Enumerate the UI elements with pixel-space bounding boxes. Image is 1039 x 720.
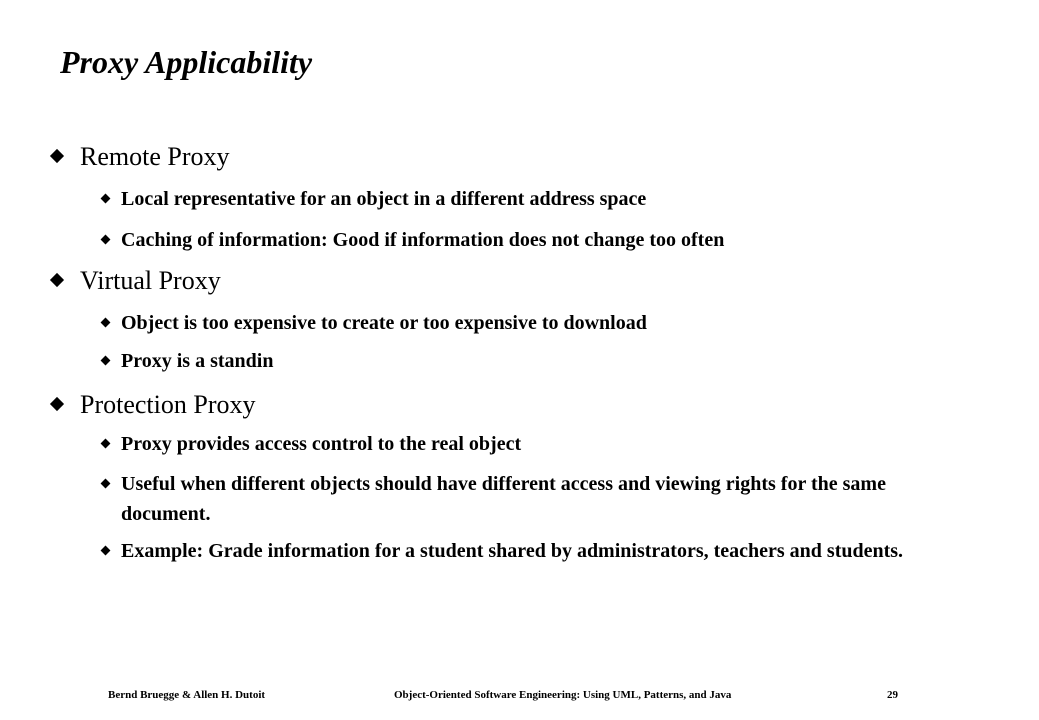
diamond-bullet-icon xyxy=(50,397,64,411)
bullet-text: Object is too expensive to create or too expensive to download xyxy=(121,312,647,334)
small-diamond-bullet-icon xyxy=(101,194,111,204)
bullet-item xyxy=(102,469,932,529)
slide-title: Proxy Applicability xyxy=(60,44,313,80)
section-heading: Virtual Proxy xyxy=(80,266,221,295)
bullet-item xyxy=(102,429,932,459)
bullet-text: Local representative for an object in a different address space xyxy=(121,188,647,210)
section-heading: Protection Proxy xyxy=(80,390,256,419)
section-heading: Remote Proxy xyxy=(80,142,230,171)
small-diamond-bullet-icon xyxy=(101,235,111,245)
bullet-text: Proxy provides access control to the real object xyxy=(121,433,522,455)
footer-page-number: 29 xyxy=(887,689,898,701)
bullet-text: Useful when different objects should have different access and viewing rights for the same document. xyxy=(121,473,886,525)
bullet-text: Caching of information: Good if information does not change too often xyxy=(121,229,725,251)
bullet-item xyxy=(102,346,932,376)
footer-book-title: Object-Oriented Software Engineering: Using UML, Patterns, and Java xyxy=(394,689,732,701)
small-diamond-bullet-icon xyxy=(101,439,111,449)
diamond-bullet-icon xyxy=(50,273,64,287)
diamond-bullet-icon xyxy=(50,149,64,163)
small-diamond-bullet-icon xyxy=(101,546,111,556)
footer-authors: Bernd Bruegge & Allen H. Dutoit xyxy=(108,689,266,701)
bullet-item xyxy=(102,308,932,338)
small-diamond-bullet-icon xyxy=(101,479,111,489)
small-diamond-bullet-icon xyxy=(101,318,111,328)
bullet-item xyxy=(102,184,932,214)
bullet-text: Proxy is a standin xyxy=(121,350,274,372)
bullet-item xyxy=(102,536,932,566)
small-diamond-bullet-icon xyxy=(101,356,111,366)
bullet-item xyxy=(102,225,932,255)
bullet-text: Example: Grade information for a student shared by administrators, teachers and students. xyxy=(121,540,904,562)
